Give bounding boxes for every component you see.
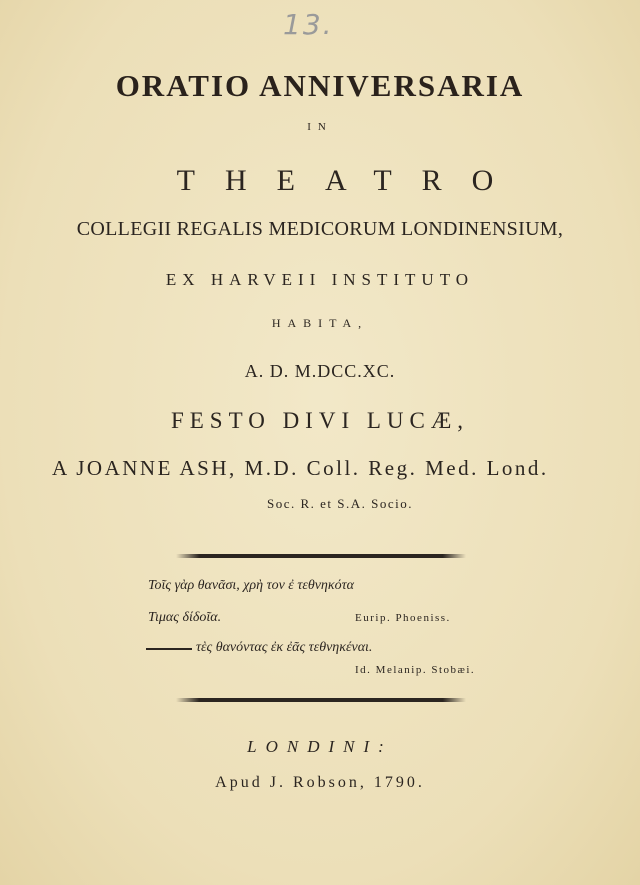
preposition-in: IN (307, 121, 333, 133)
divider-bottom (176, 698, 466, 702)
divider-top (176, 554, 466, 558)
feast-line: FESTO DIVI LUCÆ, (170, 408, 470, 433)
habita-line: HABITA, (271, 316, 369, 330)
epigraph-line-2: Τιμας δίδοῖα. (148, 610, 222, 625)
imprint-line: Apud J. Robson, 1790. (215, 774, 425, 791)
epigraph-dash (146, 648, 192, 650)
epigraph-line-1: Τοῖς γὰρ θανᾶσι, χρὴ τον ἐ τεθνηκότα (148, 578, 354, 593)
main-title: ORATIO ANNIVERSARIA (115, 68, 525, 103)
college-name: COLLEGII REGALIS MEDICORUM LONDINENSIUM, (76, 218, 564, 240)
date-line: A. D. M.DCC.XC. (244, 361, 396, 381)
society-line: Soc. R. et S.A. Socio. (266, 496, 414, 511)
epigraph-line-3: τὲς θανόντας ἐκ ἐᾶς τεθνηκέναι. (196, 640, 373, 655)
theatro-heading: THEATRO (176, 164, 524, 197)
pencil-annotation: 13. (283, 8, 334, 41)
harveian-line: EX HARVEII INSTITUTO (165, 270, 475, 289)
epigraph-citation-2: Id. Melanip. Stobæi. (355, 664, 476, 676)
place-line: LONDINI: (247, 737, 393, 756)
author-line: A JOANNE ASH, M.D. Coll. Reg. Med. Lond. (52, 456, 549, 480)
epigraph-citation-1: Eurip. Phoeniss. (355, 612, 451, 624)
